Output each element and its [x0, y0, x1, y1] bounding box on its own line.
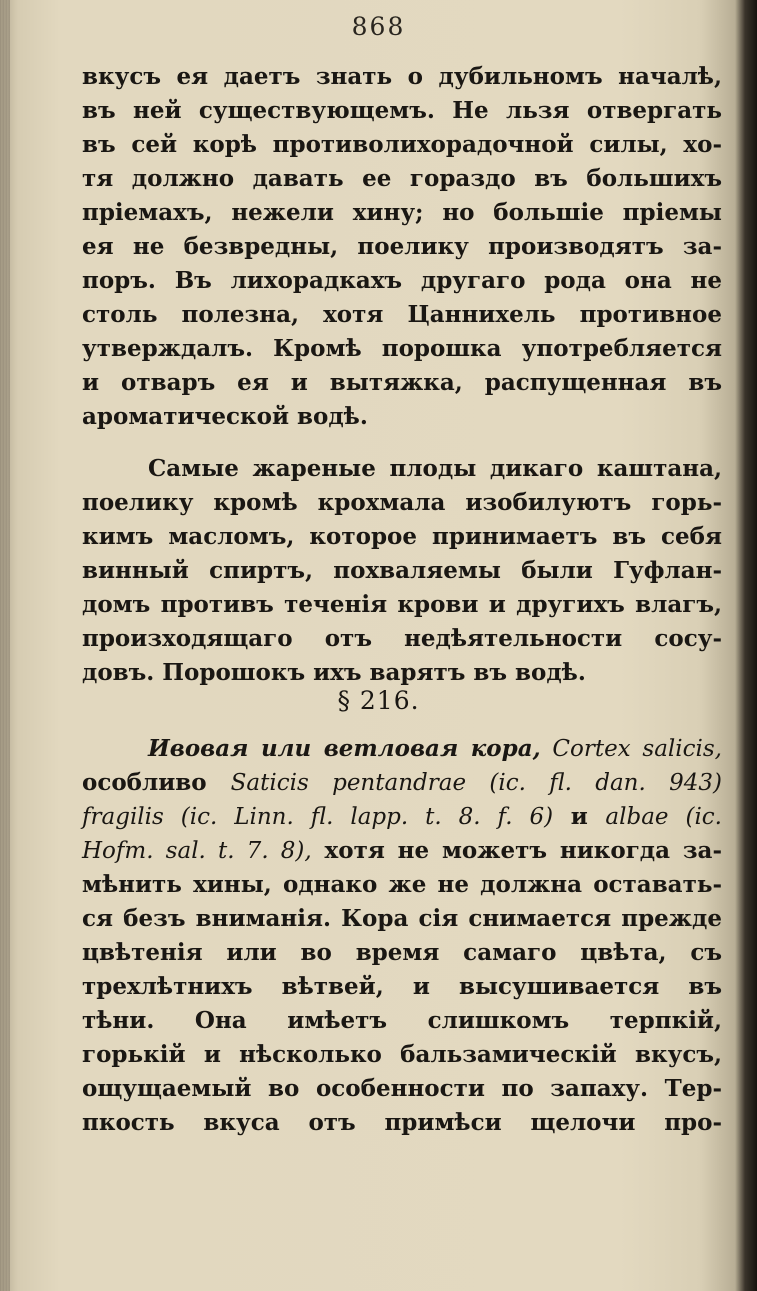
- text-line: и отваръ ея и вытяжка, распущенная въ: [82, 369, 722, 396]
- section-heading: § 216.: [337, 686, 420, 715]
- text-line: цвѣтенія или во время самаго цвѣта, съ: [82, 939, 722, 966]
- term-latin: Cortex salicis,: [540, 736, 722, 762]
- page-spine-edge: [0, 0, 10, 1291]
- text-line: винный спиртъ, похваляемы были Гуфлан-: [82, 557, 722, 584]
- page-number: 868: [351, 12, 406, 41]
- text-line: мѣнить хины, однако же не должна оставать-: [82, 871, 722, 898]
- text-line: Самые жареные плоды дикаго каштана,: [148, 455, 722, 482]
- text-line: столь полезна, хотя Цаннихель противное: [82, 301, 722, 328]
- text-line: вкусъ ея даетъ знать о дубильномъ началѣ,: [82, 63, 722, 90]
- text-span: хотя не можетъ никогда за-: [311, 837, 722, 864]
- text-line: кимъ масломъ, которое принимаетъ въ себя: [82, 523, 722, 550]
- text-line: ся безъ вниманія. Кора сія снимается прежде: [82, 905, 722, 932]
- text-line: [82, 800, 722, 834]
- text-line: поелику кромѣ крохмала изобилуютъ горь-: [82, 489, 722, 516]
- text-line: домъ противъ теченія крови и другихъ влагъ,: [82, 591, 722, 618]
- text-line: довъ. Порошокъ ихъ варятъ въ водѣ.: [82, 659, 586, 686]
- text-line: ощущаемый во особенности по запаху. Тер-: [82, 1075, 722, 1102]
- text-line: поръ. Въ лихорадкахъ другаго рода она не: [82, 267, 722, 294]
- text-span: и: [553, 803, 606, 830]
- term-latin: fragilis (ic. Linn. fl. lapp. t. 8. f. 6): [82, 804, 554, 830]
- term-latin: Saticis pentandrae (ic. fl. dan. 943): [230, 770, 722, 796]
- text-line: тя должно давать ее гораздо въ большихъ: [82, 165, 722, 192]
- text-line: ея не безвредны, поелику производятъ за-: [82, 233, 722, 260]
- text-line: ароматической водѣ.: [82, 403, 368, 430]
- text-line: произходящаго отъ недѣятельности сосу-: [82, 625, 722, 652]
- text-line: утверждалъ. Кромѣ порошка употребляется: [82, 335, 722, 362]
- text-line: [82, 766, 722, 800]
- term-latin: Hofm. sal. t. 7. 8),: [82, 838, 312, 864]
- text-line: трехлѣтнихъ вѣтвей, и высушивается въ: [82, 973, 722, 1000]
- text-line: въ ней существующемъ. Не льзя отвергать: [82, 97, 722, 124]
- text-line: [148, 732, 722, 766]
- text-span: особливо: [82, 769, 231, 796]
- text-line: тѣни. Она имѣетъ слишкомъ терпкій,: [82, 1007, 722, 1034]
- term-russian: Ивовая или ветловая кора,: [148, 735, 541, 762]
- text-line: въ сей корѣ противолихорадочной силы, хо-: [82, 131, 722, 158]
- text-line: горькій и нѣсколько бальзамическій вкусъ,: [82, 1041, 722, 1068]
- term-latin: albae (ic.: [605, 804, 722, 830]
- text-line: [82, 834, 722, 868]
- text-line: пкость вкуса отъ примѣси щелочи про-: [82, 1109, 722, 1136]
- text-line: пріемахъ, нежели хину; но большіе пріемы: [82, 199, 722, 226]
